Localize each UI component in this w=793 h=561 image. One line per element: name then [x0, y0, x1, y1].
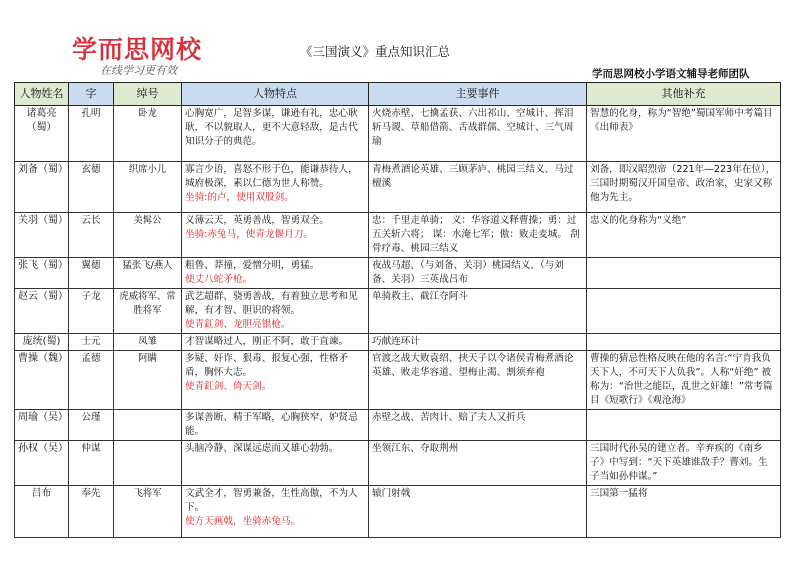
cell-zi: 孔明: [69, 106, 114, 162]
cell-nickname: 猛张飞/燕人: [114, 258, 182, 289]
character-table: [14, 82, 781, 538]
col-header-zi: 字: [69, 83, 114, 106]
cell-nickname: 凤雏: [114, 334, 182, 351]
cell-events: 火烧赤壁、七擒孟获、六出祁山、空城计、挥泪斩马谡、草船借箭、舌战群儒、空城计、三气周瑜: [369, 106, 587, 162]
cell-traits: [182, 258, 369, 289]
cell-name: 周瑜（吴）: [15, 410, 69, 441]
cell-nickname: 美髯公: [114, 213, 182, 258]
cell-traits: [182, 410, 369, 441]
cell-traits: [182, 334, 369, 351]
col-header-nickname: 绰号: [114, 83, 182, 106]
col-header-traits: 人物特点: [182, 83, 369, 106]
trait-weapon: 坐骑:赤兔马，使青龙偃月刀。: [185, 229, 313, 240]
trait-text: 武艺超群、骁勇善战，有着独立思考和见解，有才智、胆识的将领。: [185, 291, 358, 316]
cell-events: 单骑救主、截江夺阿斗: [369, 289, 587, 334]
cell-zi: 奉先: [69, 486, 114, 538]
cell-zi: 玄德: [69, 162, 114, 213]
cell-zi: 子龙: [69, 289, 114, 334]
cell-nickname: 卧龙: [114, 106, 182, 162]
cell-name: 关羽（蜀）: [15, 213, 69, 258]
cell-name: 吕布: [15, 486, 69, 538]
cell-traits: [182, 486, 369, 538]
cell-events: 青梅煮酒论英雄、三顾茅庐、桃园三结义、马过檀溪: [369, 162, 587, 213]
cell-traits: [182, 162, 369, 213]
table-row: [15, 162, 781, 213]
table-row: [15, 258, 781, 289]
trait-weapon: 坐骑:的卢，使用双股剑。: [185, 192, 294, 203]
table-row: [15, 441, 781, 486]
cell-events: 官渡之战大败袁绍、挟天子以令诸侯青梅煮酒论英雄、败走华容道、望梅止渴、割须弃袍: [369, 351, 587, 410]
cell-zi: 孟德: [69, 351, 114, 410]
cell-nickname: [114, 441, 182, 486]
cell-extra: 忠义的化身称为“义绝”: [587, 213, 781, 258]
page-title: 《三国演义》重点知识汇总: [300, 44, 451, 59]
trait-text: 头脑冷静、深谋远虑而又雄心勃勃。: [185, 443, 339, 454]
cell-nickname: 织席小儿: [114, 162, 182, 213]
cell-traits: [182, 289, 369, 334]
table-row: [15, 351, 781, 410]
cell-extra: 曹操的猜忌性格反映在他的名言:“宁肯我负天下人，不可天下人负我”。人称“奸绝” 被称为：“治世之能臣，乱世之奸雄！”常考篇目《短歌行》《观沧海》: [587, 351, 781, 410]
trait-text: 文武全才，智勇兼备，生性高傲，不为人下。: [185, 488, 358, 513]
cell-extra: [587, 410, 781, 441]
cell-extra: 三国时代孙吴的建立者。辛弃疾的《南乡子》中写到：“天下英雄谁敌手？曹刘。生子当如孙仲谋。”: [587, 441, 781, 486]
table-row: [15, 410, 781, 441]
cell-extra: [587, 289, 781, 334]
table-row: [15, 289, 781, 334]
cell-zi: 公瑾: [69, 410, 114, 441]
cell-zi: 翼德: [69, 258, 114, 289]
cell-events: 坐领江东、夺取荆州: [369, 441, 587, 486]
trait-weapon: 使青釭剑、龙胆亮银枪。: [185, 319, 291, 330]
col-header-extra: 其他补充: [587, 83, 781, 106]
trait-text: 心胸宽广，足智多谋，谦逊有礼，忠心耿耿，不以貌取人，更不大意轻敌，是古代知识分子的典范。: [185, 108, 358, 147]
cell-extra: 智慧的化身，称为“智绝”蜀国军师中考篇目《出师表》: [587, 106, 781, 162]
trait-text: 寡言少语，喜怒不形于色，能谦恭待人，城府极深，素以仁德为世人称赞。: [185, 164, 358, 189]
cell-zi: 云长: [69, 213, 114, 258]
cell-zi: 士元: [69, 334, 114, 351]
cell-name: 张飞（蜀）: [15, 258, 69, 289]
trait-text: 义薄云天，英勇善战，智勇双全。: [185, 215, 329, 226]
cell-zi: 仲谋: [69, 441, 114, 486]
cell-nickname: [114, 410, 182, 441]
trait-weapon: 使青釭剑、倚天剑。: [185, 381, 272, 392]
cell-extra: 刘备，即汉昭烈帝（221年—223年在位），三国时期蜀汉开国皇帝、政治家，史家又称他为先主。: [587, 162, 781, 213]
cell-name: 诸葛亮（蜀）: [15, 106, 69, 162]
table-header-row: [15, 83, 781, 106]
col-header-events: 主要事件: [369, 83, 587, 106]
trait-text: 多谋善断、精于军略，心胸狭窄、妒贤忌能。: [185, 412, 358, 437]
table-row: [15, 213, 781, 258]
cell-extra: 三国第一猛将: [587, 486, 781, 538]
cell-events: 忠：千里走单骑； 义：华容道义释曹操；勇：过五关斩六将； 谋：水淹七军；傲：败走麦城。 刮骨疗毒、桃园三结义: [369, 213, 587, 258]
cell-traits: [182, 106, 369, 162]
col-header-name: 人物姓名: [15, 83, 69, 106]
table-row: [15, 486, 781, 538]
cell-extra: [587, 258, 781, 289]
table-row: [15, 334, 781, 351]
cell-traits: [182, 351, 369, 410]
cell-extra: [587, 334, 781, 351]
cell-nickname: 虎威将军、常胜将军: [114, 289, 182, 334]
cell-name: 曹操（魏）: [15, 351, 69, 410]
brand-logo: 学而思网校: [72, 35, 203, 64]
cell-name: 庞统(蜀): [15, 334, 69, 351]
table-row: [15, 106, 781, 162]
cell-name: 赵云（蜀）: [15, 289, 69, 334]
team-credit: 学而思网校小学语文辅导老师团队: [592, 68, 750, 80]
trait-text: 粗鲁、莽撞，爱憎分明，勇猛。: [185, 260, 320, 271]
trait-weapon: 使方天画戟，坐骑赤兔马。: [185, 516, 301, 527]
cell-nickname: 阿瞒: [114, 351, 182, 410]
cell-events: 辕门射戟: [369, 486, 587, 538]
cell-name: 刘备（蜀）: [15, 162, 69, 213]
cell-traits: [182, 441, 369, 486]
cell-events: 赤壁之战、苦肉计、赔了夫人又折兵: [369, 410, 587, 441]
trait-weapon: 使丈八蛇矛枪。: [185, 274, 253, 285]
cell-name: 孙权（吴）: [15, 441, 69, 486]
trait-text: 多疑、奸诈、狠毒、报复心强，性格矛盾，胸怀大志。: [185, 353, 349, 378]
cell-traits: [182, 213, 369, 258]
cell-events: 夜战马超、（与刘备、关羽）桃园结义、（与刘备、关羽）三英战吕布: [369, 258, 587, 289]
brand-slogan: 在线学习更有效: [100, 64, 177, 77]
trait-text: 才智谋略过人，刚正不阿，敢于直谏。: [185, 336, 349, 347]
cell-nickname: 飞将军: [114, 486, 182, 538]
cell-events: 巧献连环计: [369, 334, 587, 351]
